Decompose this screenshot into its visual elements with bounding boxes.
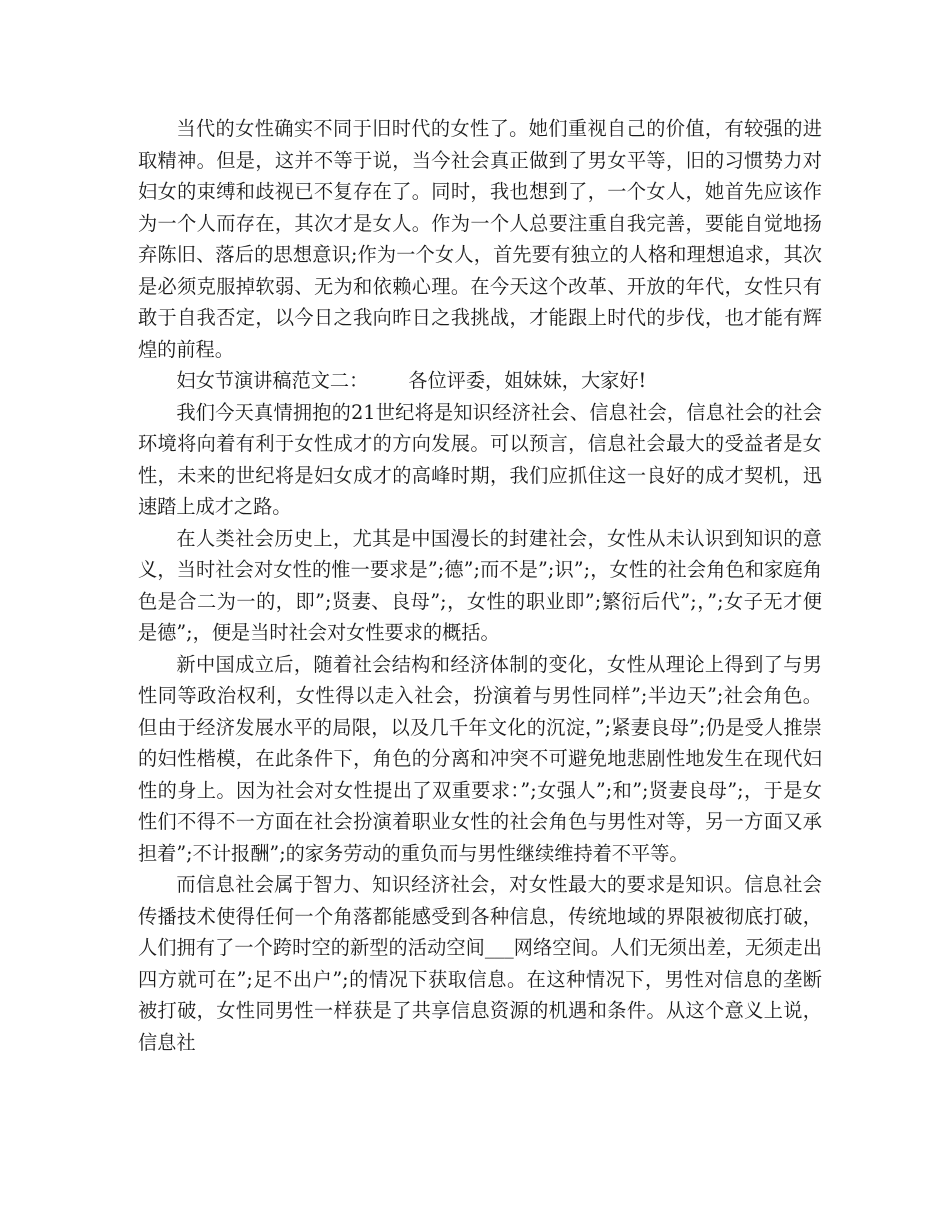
paragraph-3: 在人类社会历史上，尤其是中国漫长的封建社会，女性从未认识到知识的意义，当时社会对女性的惟一要求是”;德”;而不是”;识”;，女性的社会角色和家庭角色是合二为一的，即”;贤妻、良母”;，女性的职业即”;繁衍后代”;，”;女子无才便是德”;，便是当时社会对女性要求的概括。 bbox=[138, 526, 822, 644]
greeting: 各位评委，姐妹妹，大家好! bbox=[408, 369, 647, 392]
paragraph-2: 我们今天真情拥抱的21世纪将是知识经济社会、信息社会，信息社会的社会环境将向着有利于女性成才的方向发展。可以预言，信息社会最大的受益者是女性，未来的世纪将是妇女成才的高峰时期，我们应抓住这一良好的成才契机，迅速踏上成才之路。 bbox=[138, 400, 822, 518]
document-body bbox=[138, 113, 822, 1058]
section-heading-line bbox=[138, 365, 822, 397]
paragraph-4: 新中国成立后，随着社会结构和经济体制的变化，女性从理论上得到了与男性同等政治权利，女性得以走入社会，扮演着与男性同样”;半边天”;社会角色。但由于经济发展水平的局限，以及几千年文化的沉淀，”;紧妻良母”;仍是受人推崇的妇性楷模，在此条件下，角色的分离和冲突不可避免地悲剧性地发生在现代妇性的身上。因为社会对女性提出了双重要求：”;女强人”;和”;贤妻良母”;，于是女性们不得不一方面在社会扮演着职业女性的社会角色与男性对等，另一方面又承担着”;不计报酬”;的家务劳动的重负而与男性继续维持着不平等。 bbox=[138, 652, 822, 865]
section-title: 妇女节演讲稿范文二： bbox=[176, 369, 369, 392]
paragraph-5: 而信息社会属于智力、知识经济社会，对女性最大的要求是知识。信息社会传播技术使得任何一个角落都能感受到各种信息，传统地域的界限被彻底打破，人们拥有了一个跨时空的新型的活动空间___网络空间。人们无须出差，无须走出四方就可在”;足不出户”;的情况下获取信息。在这种情况下，男性对信息的垄断被打破，女性同男性一样获是了共享信息资源的机遇和条件。从这个意义上说，信息社 bbox=[138, 873, 822, 1054]
paragraph-1: 当代的女性确实不同于旧时代的女性了。她们重视自己的价值，有较强的进取精神。但是，这并不等于说，当今社会真正做到了男女平等，旧的习惯势力对妇女的束缚和歧视已不复存在了。同时，我也想到了，一个女人，她首先应该作为一个人而存在，其次才是女人。作为一个人总要注重自我完善，要能自觉地扬弃陈旧、落后的思想意识;作为一个女人，首先要有独立的人格和理想追求，其次是必须克服掉软弱、无为和依赖心理。在今天这个改革、开放的年代，女性只有敢于自我否定，以今日之我向昨日之我挑战，才能跟上时代的步伐，也才能有辉煌的前程。 bbox=[138, 117, 822, 361]
